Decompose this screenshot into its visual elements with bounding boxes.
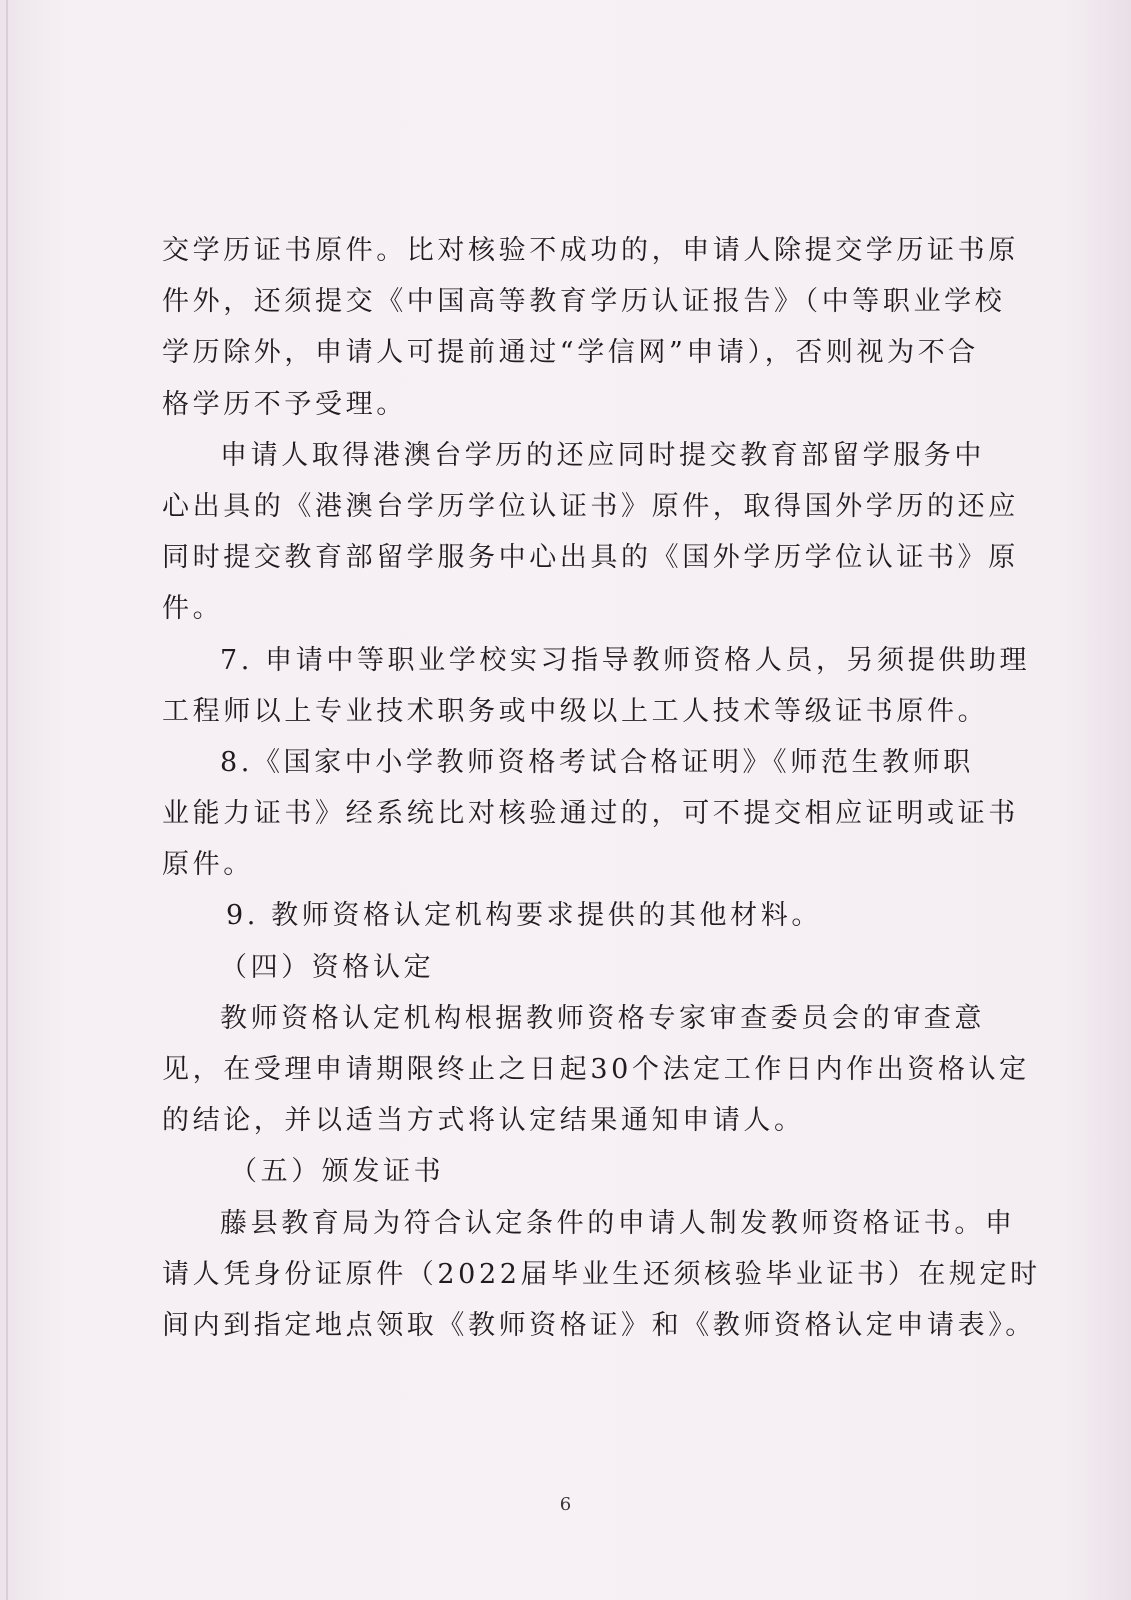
text-line: 交学历证书原件。比对核验不成功的，申请人除提交学历证书原 [162,235,1019,266]
text-line: 请人凭身份证原件（2022届毕业生还须核验毕业证书）在规定时 [162,1258,1041,1290]
text-line: 教师资格认定机构根据教师资格专家审查委员会的审查意 [220,1002,985,1034]
text-line: 9. 教师资格认定机构要求提供的其他材料。 [226,900,822,932]
text-line: 学历除外，申请人可提前通过“学信网”申请），否则视为不合 [162,337,979,369]
text-line: 件。 [162,593,224,625]
text-line: 藤县教育局为符合认定条件的申请人制发教师资格证书。申 [220,1207,1016,1239]
body-text [162,225,1041,1351]
page-number: 6 [559,1494,572,1515]
text-line: 申请人取得港澳台学历的还应同时提交教育部留学服务中 [220,439,985,471]
text-line: 业能力证书》经系统比对核验通过的，可不提交相应证明或证书 [162,798,1019,830]
text-line: 心出具的《港澳台学历学位认证书》原件，取得国外学历的还应 [162,490,1019,522]
text-line: 件外，还须提交《中国高等教育学历认证报告》（中等职业学校 [162,286,1006,318]
text-line: 的结论，并以适当方式将认定结果通知申请人。 [162,1105,805,1137]
paper-fold-edge [6,0,8,1600]
text-line: 7. 申请中等职业学校实习指导教师资格人员，另须提供助理 [220,644,1031,676]
text-line: 8.《国家中小学教师资格考试合格证明》《师范生教师职 [220,746,974,778]
text-line: 原件。 [162,849,254,881]
section-heading: （五）颁发证书 [230,1156,445,1188]
text-line: 间内到指定地点领取《教师资格证》和《教师资格认定申请表》。 [162,1309,1036,1341]
text-line: 同时提交教育部留学服务中心出具的《国外学历学位认证书》原 [162,542,1019,574]
text-line: 见，在受理申请期限终止之日起30个法定工作日内作出资格认定 [162,1054,1030,1085]
text-line: 格学历不予受理。 [162,388,407,420]
text-line: 工程师以上专业技术职务或中级以上工人技术等级证书原件。 [162,695,989,727]
section-heading: （四）资格认定 [220,951,435,983]
